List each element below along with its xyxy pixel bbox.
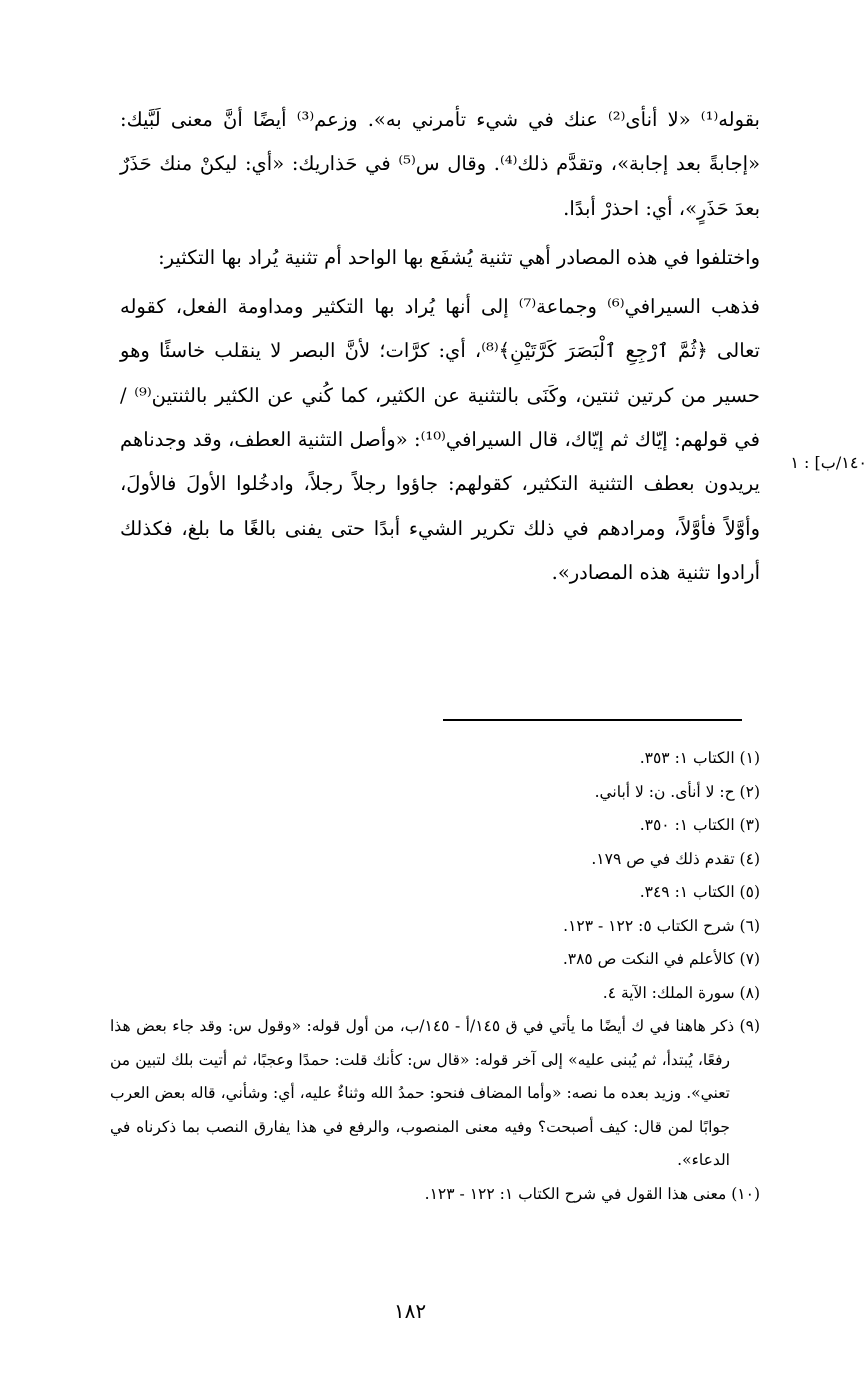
manuscript-folio-marker: ١٤٠/ب] : ١: [790, 453, 867, 472]
footnote-7: (٧) كالأعلم في النكت ص ٣٨٥.: [562, 950, 760, 968]
footnote-5: (٥) الكتاب ١: ٣٤٩.: [639, 883, 760, 901]
footnote-9: (٩) ذكر هاهنا في ك أيضًا ما يأتي في ق ١٤٥/أ - ١٤٥/ب، من أول قوله: «وقول س: وقد جاء بعض هذا رفعًا، يُبتدأ، ثم يُبنى عليه» إلى آخر قوله: «قال س: كأنك قلت: حمدًا وعجبًا، ثم أتيت بلك لتبين من تعني». وزيد بعده ما نصه: «وأما المضاف فنحو: حمدُ الله وثناءٌ عليه، أي: وشأني، قاله بعض العرب جوابًا لمن قال: كيف أصبحت؟ وفيه معنى المنصوب، والرفع في هذا يفارق النصب بما ذكرناه في الدعاء».: [110, 1017, 760, 1169]
footnote-2: (٢) ح: لا أنأى. ن: لا أباني.: [594, 782, 760, 801]
paragraph-1: بقوله⁽¹⁾ «لا أنأى⁽²⁾ عنك في شيء تأمرني به». وزعم⁽³⁾ أيضًا أنَّ معنى لَبَّيك: «إجابةً بعد إجابة»، وتقدَّم ذلك⁽⁴⁾. وقال س⁽⁵⁾ في حَذاريك: «أي: ليكنْ منك حَذَرٌ بعدَ حَذَرٍ»، أي: احذرْ أبدًا.: [120, 108, 760, 220]
main-text-body: [120, 98, 760, 595]
paragraph-2: واختلفوا في هذه المصادر أهي تثنية يُشفَع بها الواحد أم تثنية يُراد بها التكثير:: [158, 245, 760, 269]
footnote-4: (٤) تقدم ذلك في ص ١٧٩.: [591, 849, 760, 868]
footnote-8: (٨) سورة الملك: الآية ٤.: [602, 983, 760, 1002]
page-number: ١٨٢: [393, 1299, 427, 1323]
footnote-1: (١) الكتاب ١: ٣٥٣.: [639, 749, 760, 767]
paragraph-3: فذهب السيرافي⁽⁶⁾ وجماعة⁽⁷⁾ إلى أنها يُراد بها التكثير ومداومة الفعل، كقوله تعالى ﴿ثُمَّ ٱرْجِعِ ٱلْبَصَرَ كَرَّتَيْنِ﴾⁽⁸⁾، أي: كرَّات؛ لأنَّ البصر لا ينقلب خاسئًا وهو حسير من كرتين ثنتين، وكَنَى بالتثنية عن الكثير، كما كُني عن الكثير بالثنتين⁽⁹⁾ /في قولهم: إيّاك ثم إيّاك، قال السيرافي⁽¹⁰⁾: «وأصل التثنية العطف، وقد وجدناهم يريدون بعطف التثنية التكثير، كقولهم: جاؤوا رجلاً رجلاً، وادخُلوا الأولَ فالأولَ، وأوَّلاً فأوَّلاً، ومرادهم في ذلك تكرير الشيء أبدًا حتى يفنى بالغًا ما بلغ، فكذلك أرادوا تثنية هذه المصادر».: [120, 295, 760, 584]
footnotes: [110, 742, 760, 1211]
footnote-6: (٦) شرح الكتاب ٥: ١٢٢ - ١٢٣.: [563, 916, 760, 935]
footnote-separator: [443, 719, 742, 721]
footnote-3: (٣) الكتاب ١: ٣٥٠.: [639, 816, 760, 834]
footnote-10: (١٠) معنى هذا القول في شرح الكتاب ١: ١٢٢ - ١٢٣.: [424, 1184, 760, 1203]
